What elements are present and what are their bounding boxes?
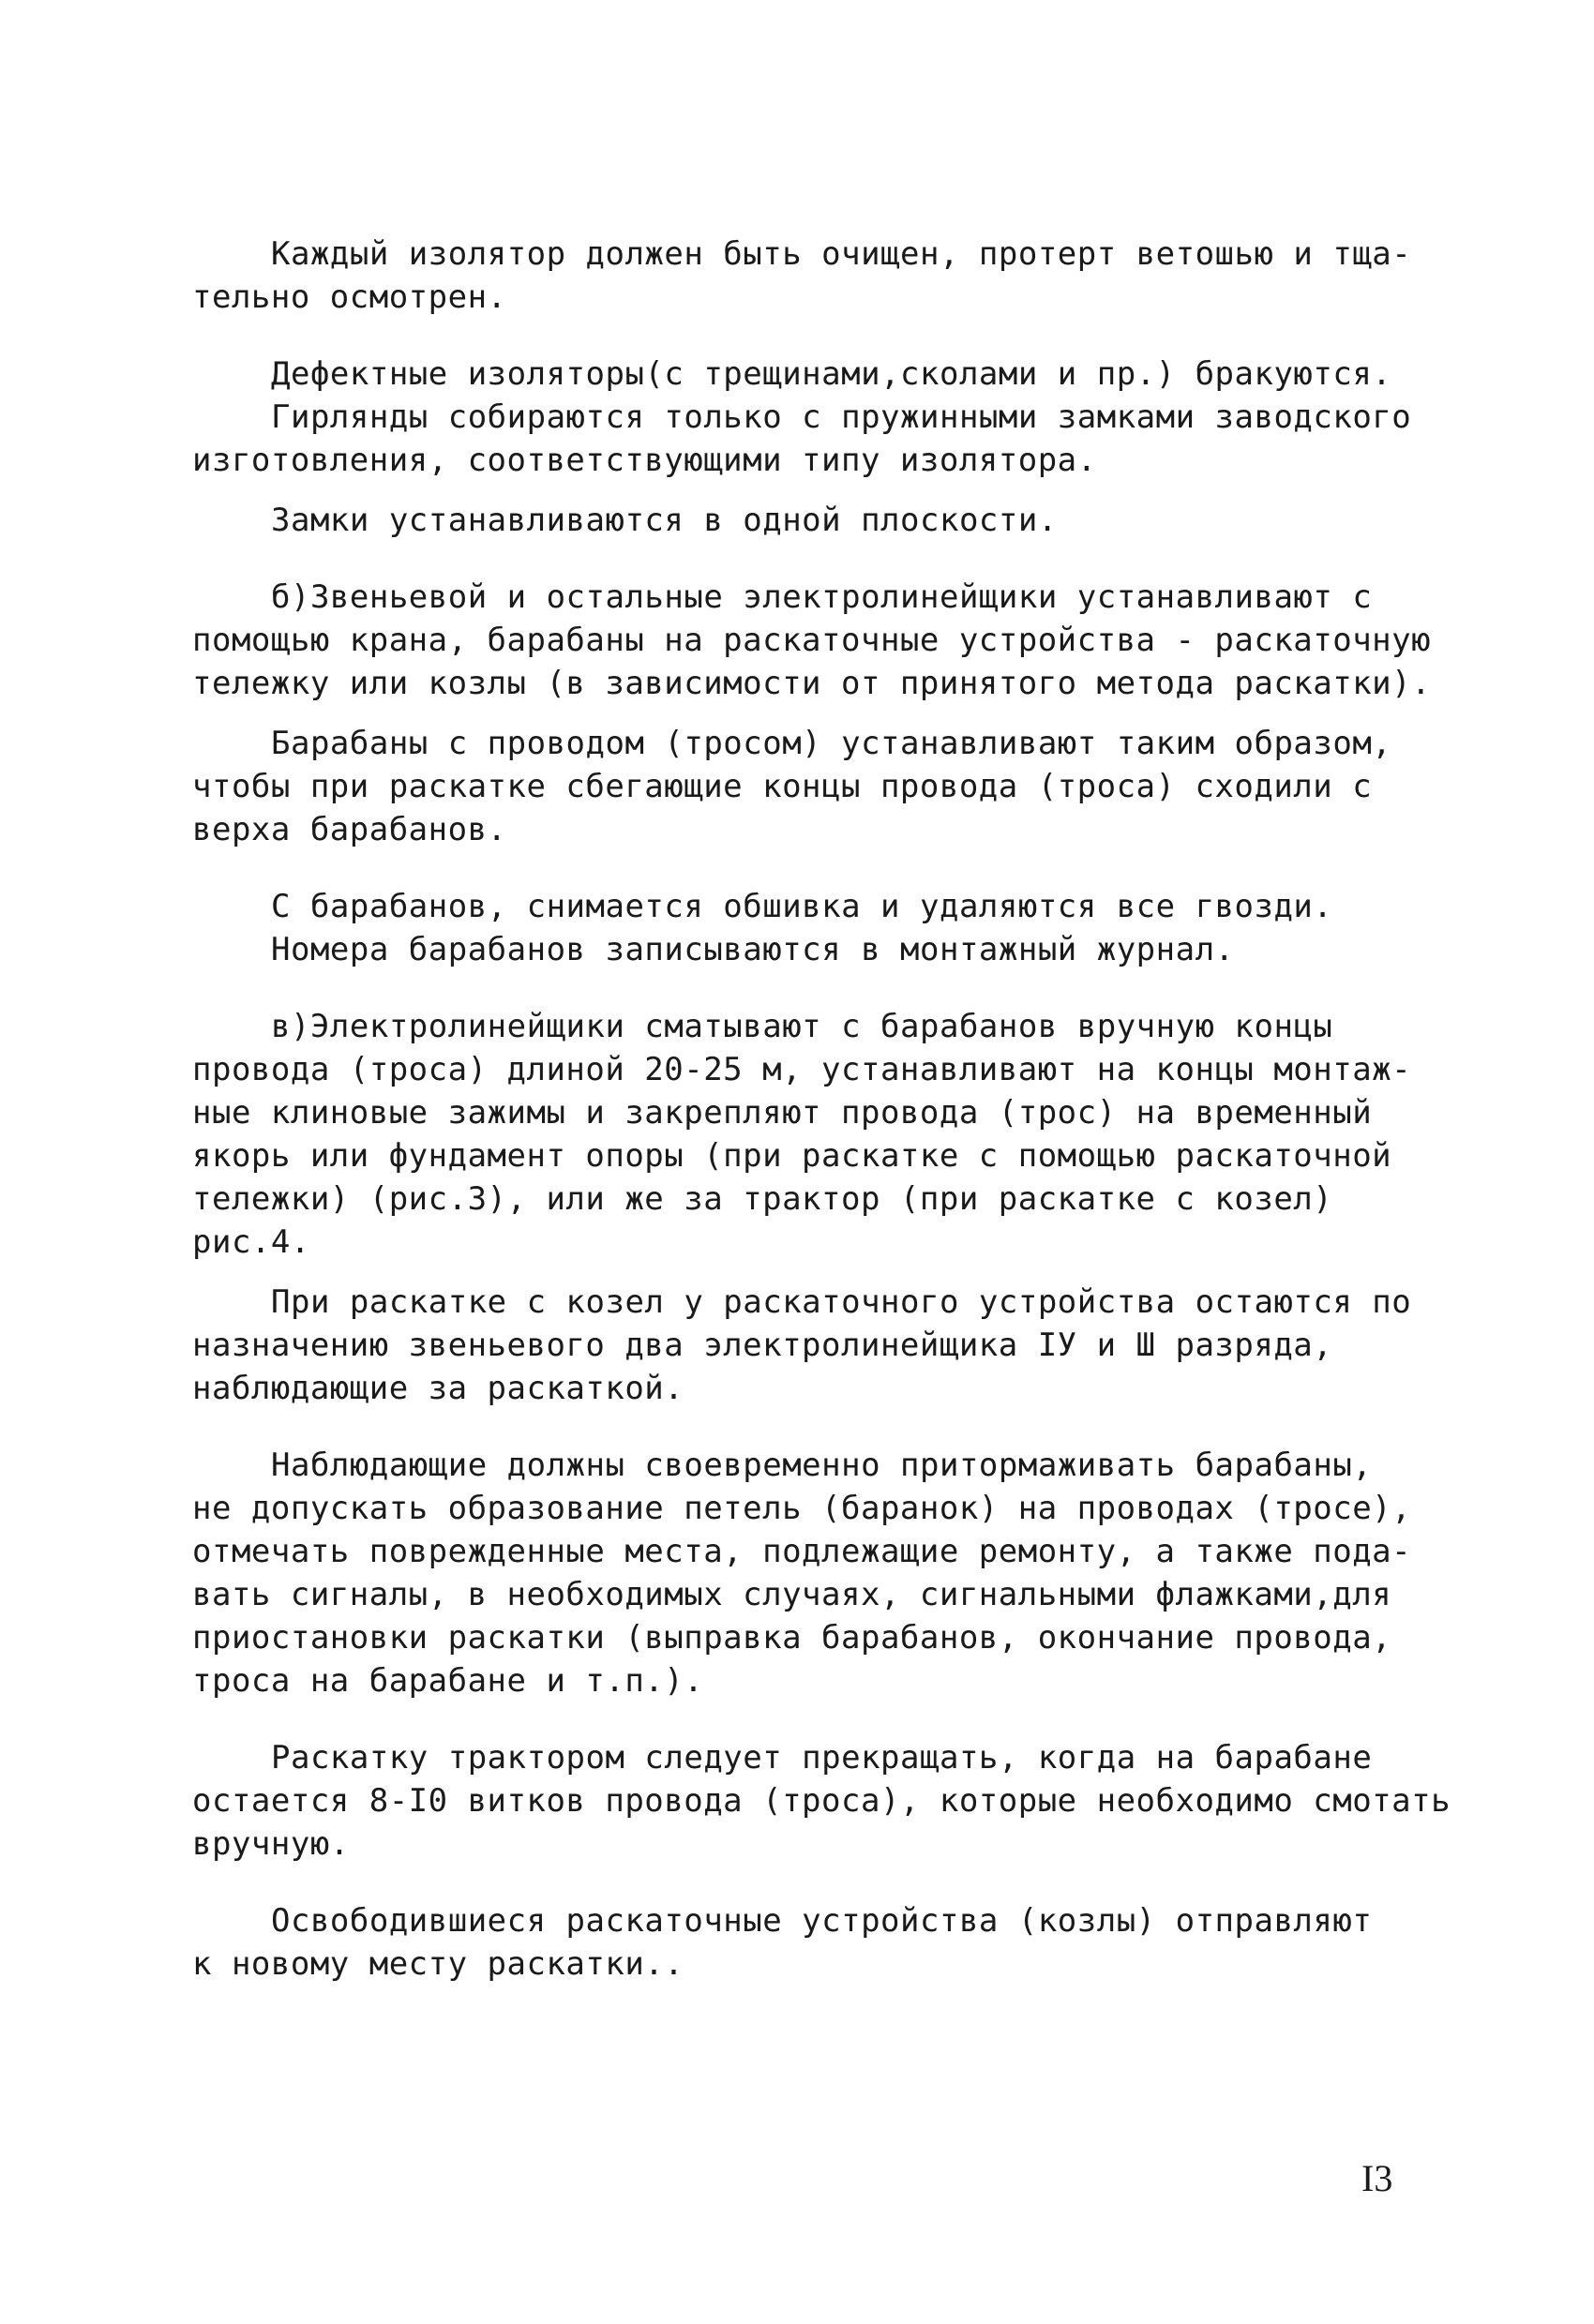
text-line: верха барабанов. bbox=[192, 811, 507, 848]
text-line: Наблюдающие должны своевременно притормаживать барабаны, bbox=[271, 1447, 1373, 1484]
text-line: Раскатку трактором следует прекращать, когда на барабане bbox=[271, 1739, 1373, 1777]
text-line: отмечать поврежденные места, подлежащие ремонту, а также пода- bbox=[192, 1533, 1412, 1570]
text-line: С барабанов, снимается обшивка и удаляются все гвозди. bbox=[271, 888, 1333, 925]
text-line: Барабаны с проводом (тросом) устанавливают таким образом, bbox=[271, 725, 1392, 762]
paragraph bbox=[192, 1899, 1430, 1986]
text-line: к новому месту раскатки.. bbox=[192, 1945, 684, 1983]
text-line: Гирлянды собираются только с пружинными замками заводского bbox=[271, 398, 1412, 436]
paragraph bbox=[192, 1281, 1430, 1410]
text-line: чтобы при раскатке сбегающие концы провода (троса) сходили с bbox=[192, 768, 1373, 805]
paragraph bbox=[192, 1444, 1430, 1702]
text-line: приостановки раскатки (выправка барабанов, окончание провода, bbox=[192, 1619, 1392, 1657]
paragraph bbox=[192, 885, 1430, 928]
text-line: троса на барабане и т.п.). bbox=[192, 1662, 704, 1700]
paragraph bbox=[192, 1736, 1451, 1866]
paragraph bbox=[192, 1005, 1430, 1264]
text-line: тельно осмотрен. bbox=[192, 278, 507, 316]
text-line: рис.4. bbox=[192, 1223, 310, 1261]
paragraph bbox=[192, 722, 1430, 851]
text-line: б)Звеньевой и остальные электролинейщики устанавливают с bbox=[271, 578, 1373, 616]
text-line: Замки устанавливаются в одной плоскости. bbox=[271, 502, 1058, 539]
text-line: в)Электролинейщики сматывают с барабанов вручную концы bbox=[271, 1008, 1333, 1045]
text-line: тележки) (рис.3), или же за трактор (при раскатке с козел) bbox=[192, 1180, 1333, 1218]
body-text bbox=[192, 232, 1451, 1986]
text-line: якорь или фундамент опоры (при раскатке с помощью раскаточной bbox=[192, 1137, 1392, 1175]
paragraph bbox=[192, 352, 1430, 396]
paragraph bbox=[192, 396, 1430, 482]
text-line: наблюдающие за раскаткой. bbox=[192, 1370, 684, 1407]
text-line: Дефектные изоляторы(с трещинами,сколами и пр.) бракуются. bbox=[271, 355, 1392, 393]
paragraph bbox=[192, 576, 1430, 705]
text-line: назначению звеньевого два электролинейщика IУ и Ш разряда, bbox=[192, 1327, 1333, 1364]
text-line: тележку или козлы (в зависимости от принятого метода раскатки). bbox=[192, 665, 1432, 702]
text-line: провода (троса) длиной 20-25 м, устанавливают на концы монтаж- bbox=[192, 1051, 1412, 1088]
text-line: вать сигналы, в необходимых случаях, сигнальными флажками,для bbox=[192, 1576, 1392, 1613]
text-line: помощью крана, барабаны на раскаточные устройства - раскаточную bbox=[192, 622, 1432, 659]
paragraph bbox=[192, 928, 1430, 971]
text-line: Каждый изолятор должен быть очищен, протерт ветошью и тща- bbox=[271, 235, 1412, 273]
text-line: Освободившиеся раскаточные устройства (козлы) отправляют bbox=[271, 1902, 1373, 1940]
paragraph bbox=[192, 499, 1430, 542]
text-line: Номера барабанов записываются в монтажный журнал. bbox=[271, 931, 1235, 968]
text-line: остается 8-I0 витков провода (троса), которые необходимо смотать bbox=[192, 1782, 1451, 1820]
page-number: I3 bbox=[1361, 2157, 1393, 2199]
text-line: ные клиновые зажимы и закрепляют провода (трос) на временный bbox=[192, 1094, 1373, 1132]
text-line: вручную. bbox=[192, 1825, 350, 1863]
text-line: не допускать образование петель (баранок) на проводах (тросе), bbox=[192, 1490, 1412, 1527]
text-line: изготовления, соответствующими типу изолятора. bbox=[192, 442, 1097, 479]
paragraph bbox=[192, 232, 1430, 319]
text-line: При раскатке с козел у раскаточного устройства остаются по bbox=[271, 1283, 1412, 1321]
